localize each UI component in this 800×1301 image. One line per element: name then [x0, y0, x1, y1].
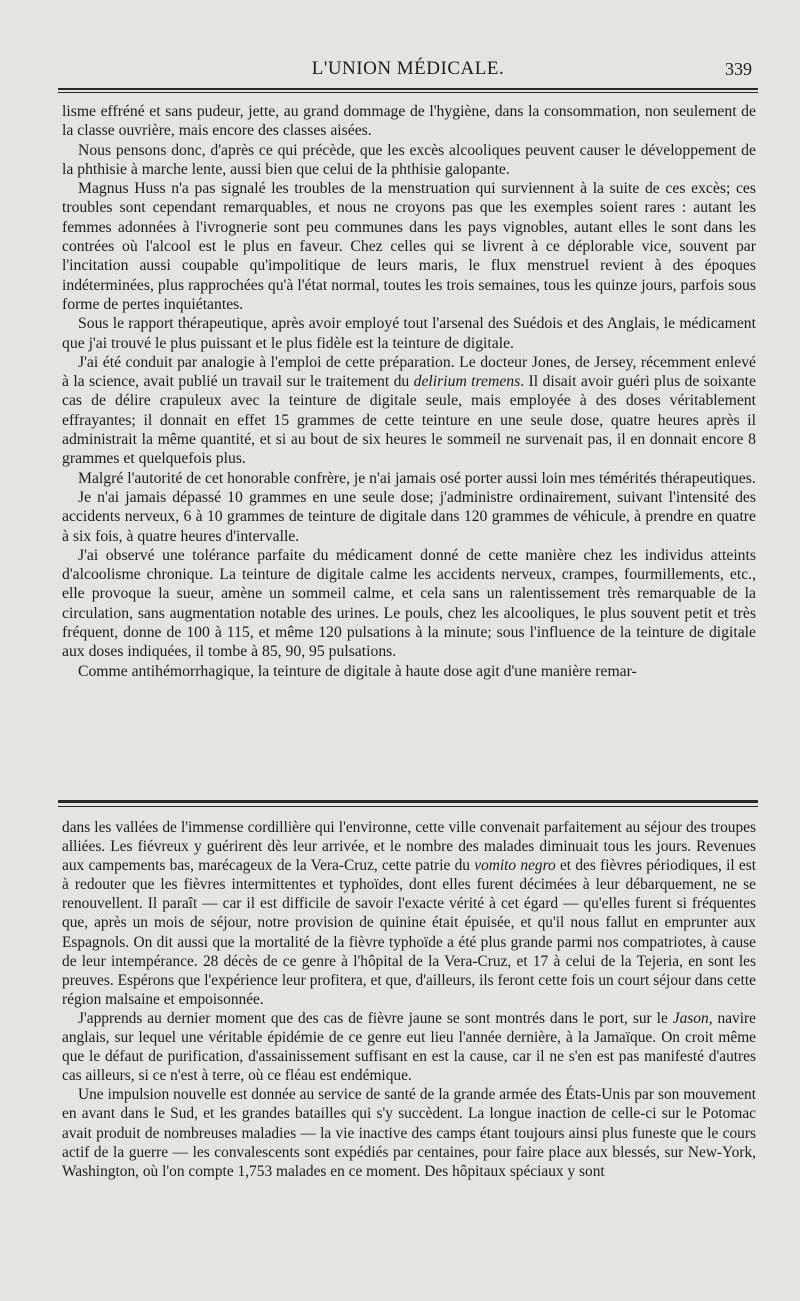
- page-number: 339: [725, 59, 752, 79]
- text-run: J'ai été conduit par analogie à l'emploi de cette préparation. Le docteur Jones, de Jersey, récemment enlevé à la science, avait publié un travail sur le traitement du: [62, 353, 756, 391]
- text-run: J'apprends au dernier moment que des cas de fièvre jaune se sont montrés dans le port, sur le: [78, 1009, 673, 1027]
- paragraph: Malgré l'autorité de cet honorable confrère, je n'ai jamais osé porter aussi loin mes témérités thérapeutiques.: [78, 469, 756, 487]
- lower-text: [62, 818, 756, 1181]
- paragraph: Nous pensons donc, d'après ce qui précède, que les excès alcooliques peuvent causer le développement de la phthisie à marche lente, aussi bien que celui de la phthisie galopante.: [62, 141, 756, 178]
- section-separator: [58, 800, 758, 803]
- page-header: [60, 54, 756, 86]
- italic-term: delirium tremens: [413, 373, 521, 391]
- text-run: , navire anglais, sur lequel une véritable épidémie de ce genre eut lieu l'année dernière, à la Jamaïque. On croit même que le défaut de purification, d'assainissement suffisant en est la cause, car il ne s'en est pas manifesté d'autres cas ailleurs, si ce n'est à terre, où ce fléau est endémique.: [62, 1009, 756, 1085]
- text-run: . Il disait avoir guéri plus de soixante cas de délire crapuleux avec la teinture de digitale seule, mais employée à des doses véritablement effrayantes; il donnait en effet 15 grammes de cette teinture en une seule dose, quatre heures après il administrait la même quantité, et si au bout de six heures le sommeil ne survenait pas, il en donnait encore 8 grammes et quelquefois plus.: [62, 373, 757, 468]
- paragraph: J'ai observé une tolérance parfaite du médicament donné de cette manière chez les individus atteints d'alcoolisme chronique. La teinture de digitale calme les accidents nerveux, crampes, fourmillements, etc., elle provoque la sueur, amène un sommeil calme, et cela sans un ralentissement très remarquable de la circulation, sans augmentation notable des urines. Le pouls, chez les alcooliques, le plus souvent petit et très fréquent, donne de 100 à 115, et même 120 pulsations à la minute; sous l'influence de la teinture de digitale aux doses indiquées, il tombe à 85, 90, 95 pulsations.: [62, 546, 756, 661]
- paragraph: Une impulsion nouvelle est donnée au service de santé de la grande armée des États-Unis par son mouvement en avant dans le Sud, et les grandes batailles qui s'y succèdent. La longue inaction de celle-ci sur le Potomac avait produit de nombreuses maladies — la vie inactive des camps étant toujours ainsi plus funeste que le cours actif de la guerre — les convalescents sont expédiés par centaines, pour faire place aux blessés, sur New-York, Washington, où l'on compte 1,753 malades en ce moment. Des hôpitaux spéciaux y sont: [62, 1086, 756, 1180]
- italic-term: vomito negro: [474, 857, 556, 875]
- paragraph: Je n'ai jamais dépassé 10 grammes en une seule dose; j'administre ordinairement, suivant l'intensité des accidents nerveux, 6 à 10 grammes de teinture de digitale dans 120 grammes de véhicule, à prendre en quatre à six fois, à quatre heures d'intervalle.: [62, 488, 756, 545]
- main-text: [62, 102, 756, 681]
- italic-term: Jason: [672, 1009, 709, 1027]
- text-run: et des fièvres périodiques, il est à redouter que les fièvres intermittentes et typhoïdes, dont elles furent décimées à leur débarquement, ne se renouvellent. Il paraît — car il est difficile de savoir l'exacte vérité à cet égard — qu'elles furent si fréquentes que, après un mois de séjour, notre provision de quinine était épuisée, et qu'il nous fallut en emprunter aux Espagnols. On dit aussi que la mortalité de la fièvre typhoïde a été plus grande parmi nos compatriotes, à cause de leur intempérance. 28 décès de ce genre à l'hôpital de la Vera-Cruz, et 17 à celui de la Tejeria, en sont les preuves. Espérons que l'expérience leur profitera, et que, d'ailleurs, ils feront cette fois un court séjour dans cette région malsaine et empoisonnée.: [62, 857, 757, 1008]
- paragraph: [62, 818, 756, 1009]
- paragraph: Sous le rapport thérapeutique, après avoir employé tout l'arsenal des Suédois et des Anglais, le médicament que j'ai trouvé le plus puissant et le plus fidèle est la teinture de digitale.: [62, 315, 756, 352]
- paragraph: [62, 353, 756, 469]
- paragraph: Magnus Huss n'a pas signalé les troubles de la menstruation qui surviennent à la suite de ces excès; ces troubles sont cependant remarquables, et nous ne croyons pas que les exemples soient rares : autant les femmes adonnées à l'ivrognerie sont peu communes dans les pays vignobles, autant elles le sont dans les contrées où l'alcool est le plus en faveur. Chez celles qui se livrent à ce déplorable vice, souvent par l'incitation aussi coupable qu'impolitique de leurs maris, le flux menstruel revient à des époques indéterminées, plus rapprochées qu'à l'état normal, toutes les trois semaines, tous les quinze jours, parfois sous forme de pertes inquiétantes.: [62, 180, 756, 313]
- header-rule: [58, 88, 758, 90]
- text-run: dans les vallées de l'immense cordillière qui l'environne, cette ville convenait parfaitement au séjour des troupes alliées. Les fiévreux y guérirent dès leur arrivée, et le nombre des malades diminuait tous les jours. Revenues aux campements bas, marécageux de la Vera-Cruz, cette patrie du: [62, 819, 756, 875]
- paragraph: lisme effréné et sans pudeur, jette, au grand dommage de l'hygiène, dans la consommation, non seulement de la classe ouvrière, mais encore des classes aisées.: [62, 103, 756, 140]
- paragraph: [62, 1009, 756, 1085]
- section-separator-thin: [58, 806, 758, 807]
- header-rule-thin: [58, 92, 758, 93]
- paragraph: Comme antihémorrhagique, la teinture de digitale à haute dose agit d'une manière remar-: [78, 662, 637, 680]
- running-title: L'UNION MÉDICALE.: [311, 58, 505, 79]
